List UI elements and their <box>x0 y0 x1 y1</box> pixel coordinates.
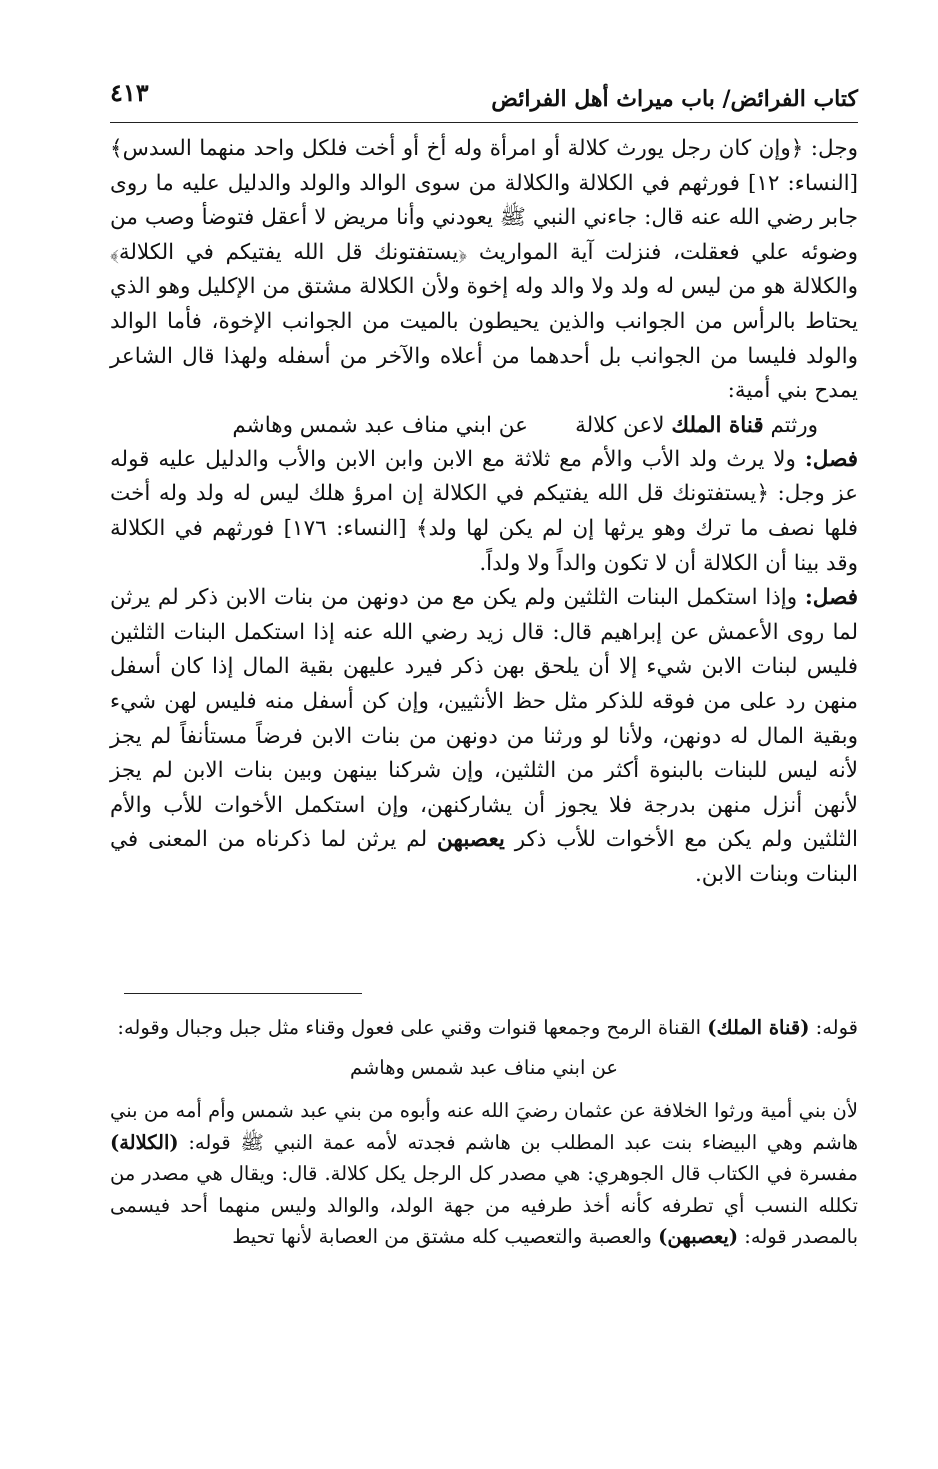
section-lead: فصل: <box>804 446 858 472</box>
paragraph-text: لم يرثن لما ذكرناه من المعنى في البنات وبنات الابن. <box>110 827 858 887</box>
footnote-term: (يعصبهن) <box>658 1225 739 1248</box>
footnote-term: (قناة الملك) <box>707 1016 810 1039</box>
footnote-text: مفسرة في الكتاب قال الجوهري: هي مصدر كل الرجل يكل كلالة. قال: ويقال هي مصدر من تكلله النسب أي تطرفه كأنه أخذ طرفيه من جهة الولد، والوالد وليس منهما أحد فيسمى بالمصدر قوله: <box>110 1162 858 1248</box>
paragraph-text: ولا يرث ولد الأب والأم مع ثلاثة مع الابن وابن الابن والأب والدليل عليه قوله عز وجل: ﴿يستفتونك قل الله يفتيكم في الكلالة إن امرؤ هلك ليس له ولد وله أخت فلها نصف ما ترك وهو يرثها إن لم يكن لها ولد﴾ [النساء: ١٧٦] فورثهم في الكلالة وقد بينا أن الكلالة أن لا تكون والداً ولا ولداً. <box>110 446 858 576</box>
footnote-verse: عن ابني مناف عبد شمس وهاشم <box>349 1055 619 1079</box>
paragraph-fasl-2 <box>110 581 858 892</box>
footnote-term: (الكلالة) <box>110 1130 179 1154</box>
verse-text: ورثتم <box>763 412 818 438</box>
verse-first-hemistich <box>575 409 818 444</box>
section-lead: فصل: <box>804 585 858 611</box>
poem-verse <box>110 409 858 443</box>
footnotes <box>110 1012 858 1253</box>
paragraph-text: وإذا استكمل البنات الثلثين ولم يكن مع من دونهن من بنات الابن ذكر لم يرثن لما روى الأعمش عن إبراهيم قال: قال زيد رضي الله عنه إذا استكمل البنات الثلثين فليس لبنات الابن شيء إلا أن يلحق بهن ذكر فيرد عليهن بقية المال إذا كان أسفل منهن رد على من فوقه للذكر مثل حظ الأنثيين، وإن كن أسفل منه فليس لهن شيء وبقية المال له دونهن، ولأنا لو ورثنا من دونهن من بنات الابن فرضاً مستأنفاً لم يجز لأنه ليس للبنات بالبنوة أكثر من الثلثين، وإن شركنا بينهن وبين بنات الابن لم يجز لأنهن أنزل منهن بدرجة فلا يجوز أن يشاركنهن، وإن استكمل الأخوات للأب والأم الثلثين ولم يكن مع الأخوات للأب ذكر <box>110 585 859 853</box>
page-number: ٤١٣ <box>110 78 149 107</box>
page-header <box>110 78 858 122</box>
footnote-text: والعصبة والتعصيب كله مشتق من العصابة لأنها تحيط <box>232 1225 659 1248</box>
verse-text: لاعن كلالة <box>575 412 672 438</box>
footnote-text: القناة الرمح وجمعها قنوات وقني على فعول وقناء مثل جبل وجبال وقوله: <box>117 1016 708 1039</box>
bold-term: يعصبهن <box>437 827 505 853</box>
footnote-text: لأن بني أمية ورثوا الخلافة عن عثمان رضيَ الله عنه وأبوه من بني عبد شمس وأم أمه من بني هاشم وهي البيضاء بنت عبد المطلب بن هاشم فجدته لأمه عمة النبي ﷺ قوله: <box>110 1099 858 1154</box>
footnote-qanat <box>110 1012 858 1044</box>
footnote-separator <box>124 993 362 994</box>
paragraph-kalala: وجل: ﴿وإن كان رجل يورث كلالة أو امرأة وله أخ أو أخت فلكل واحد منهما السدس﴾ [النساء: ١٢] فورثهم في الكلالة والكلالة من سوى الوالد والولد والدليل عليه ما روى جابر رضي الله عنه قال: جاءني النبي ﷺ يعودني وأنا مريض لا أعقل فتوضأ وصب من وضوئه علي فعقلت، فنزلت آية المواريث ﴿يستفتونك قل الله يفتيكم في الكلالة﴾ والكلالة هو من ليس له ولد ولا والد وله إخوة ولأن الكلالة مشتق من الإكليل وهو الذي يحتاط بالرأس من الجوانب والذين يحيطون بالميت من الجوانب الإخوة، فأما الوالد والولد فليسا من الجوانب بل أحدهما من أعلاه والآخر من أسفله ولهذا قال الشاعر يمدح بني أمية: <box>110 136 858 404</box>
verse-second-hemistich: عن ابني مناف عبد شمس وهاشم <box>232 412 528 438</box>
verse-bold-phrase: قناة الملك <box>671 412 764 438</box>
main-text <box>110 132 858 892</box>
running-title: كتاب الفرائض/ باب ميراث أهل الفرائض <box>491 86 858 112</box>
footnote-text: قوله: <box>809 1016 858 1039</box>
footnote-kalala <box>110 1095 858 1253</box>
paragraph-fasl-1 <box>110 443 858 581</box>
header-rule <box>110 122 858 123</box>
